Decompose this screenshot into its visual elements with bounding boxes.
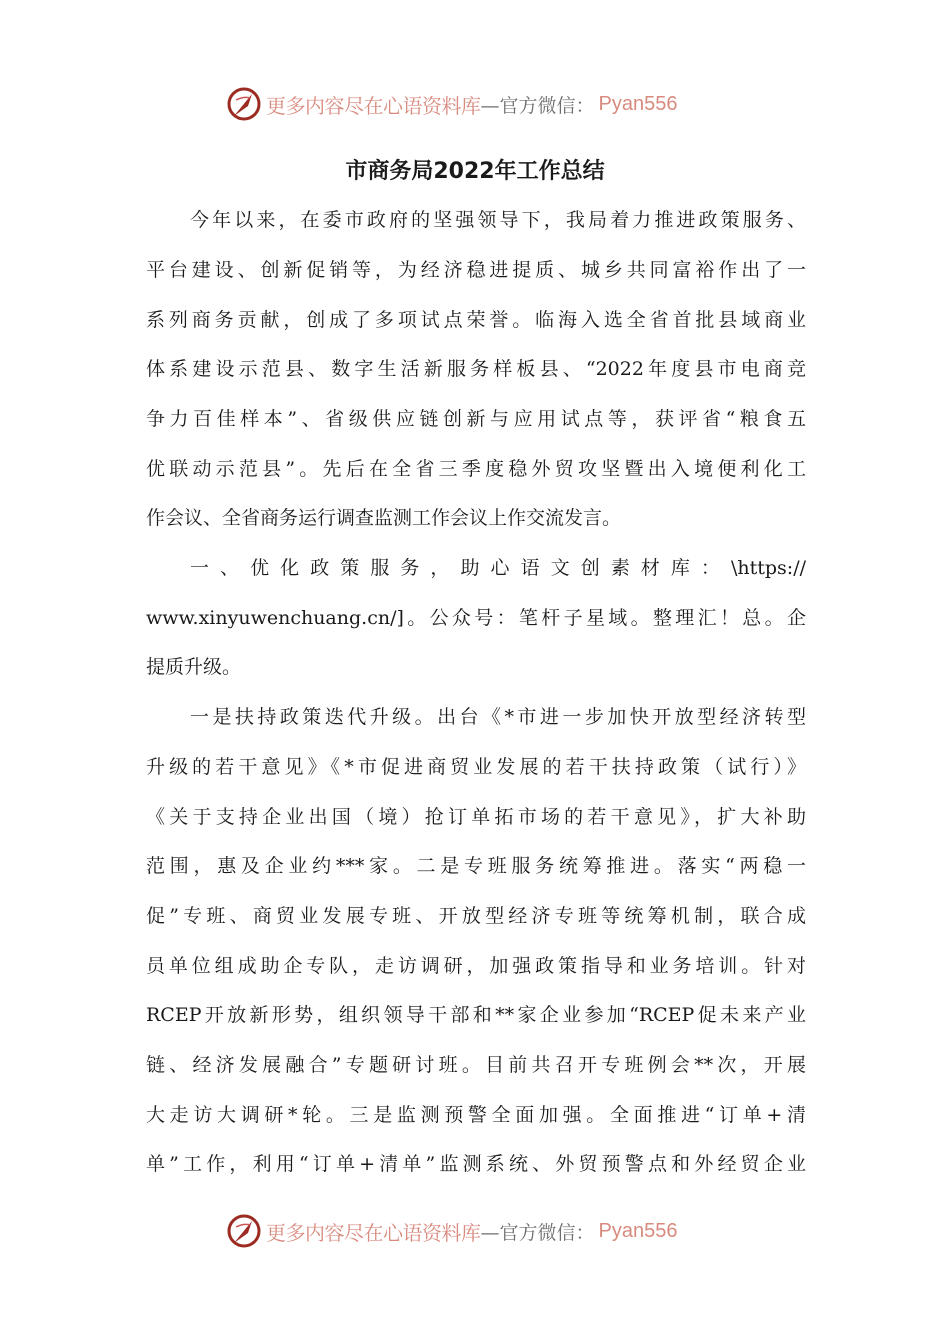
body-line: 提质升级。 <box>146 656 242 678</box>
body-line: 平台建设、创新促销等，为经济稳进提质、城乡共同富裕作出了一 <box>146 259 806 281</box>
body-line: 体系建设示范县、数字生活新服务样板县、“2022年度县市电商竞 <box>146 358 806 380</box>
body-line: 一是扶持政策迭代升级。出台《*市进一步加快开放型经济转型 <box>190 706 806 728</box>
banner-separator-text: —官方微信： <box>480 94 595 117</box>
body-line: 争力百佳样本”、省级供应链创新与应用试点等，获评省“粮食五 <box>146 408 806 430</box>
footer-watermark-banner <box>226 1211 726 1251</box>
body-line: 作会议、全省商务运行调查监测工作会议上作交流发言。 <box>146 507 622 529</box>
body-line: 优联动示范县”。先后在全省三季度稳外贸攻坚暨出入境便利化工 <box>146 458 806 480</box>
body-line: 升级的若干意见》《*市促进商贸业发展的若干扶持政策（试行）》 <box>146 756 806 778</box>
body-line: 系列商务贡献，创成了多项试点荣誉。临海入选全省首批县域商业 <box>146 309 806 331</box>
body-line: 促”专班、商贸业发展专班、开放型经济专班等统筹机制，联合成 <box>146 905 806 927</box>
body-line: 大走访大调研*轮。三是监测预警全面加强。全面推进“订单+清 <box>146 1104 806 1126</box>
banner-main-text: 更多内容尽在心语资料库 <box>266 1220 481 1245</box>
body-line: 员单位组成助企专队，走访调研，加强政策指导和业务培训。针对 <box>146 955 806 977</box>
document-title: 市商务局2022年工作总结 <box>345 159 605 184</box>
body-line: 单”工作，利用“订单+清单”监测系统、外贸预警点和外经贸企业 <box>146 1153 806 1175</box>
body-line: 今年以来，在委市政府的坚强领导下，我局着力推进政策服务、 <box>190 209 806 231</box>
body-line: 范围，惠及企业约***家。二是专班服务统筹推进。落实“两稳一 <box>146 855 806 877</box>
header-watermark-banner <box>226 84 726 124</box>
banner-main-text: 更多内容尽在心语资料库 <box>266 93 481 118</box>
banner-wechat-id: Pyan556 <box>598 1219 678 1242</box>
banner-wechat-id: Pyan556 <box>598 92 678 115</box>
body-line: 《关于支持企业出国（境）抢订单拓市场的若干意见》，扩大补助 <box>146 806 806 828</box>
section-heading-line: 一、优化政策服务，助心语文创素材库：\https:// <box>190 557 806 579</box>
banner-separator-text: —官方微信： <box>480 1221 595 1244</box>
body-line: www.xinyuwenchuang.cn/]。公众号：笔杆子星域。整理汇！总。企 <box>146 607 806 629</box>
body-line: 链、经济发展融合”专题研讨班。目前共召开专班例会**次，开展 <box>146 1054 806 1076</box>
quill-logo-icon <box>226 86 262 122</box>
quill-logo-icon <box>226 1213 262 1249</box>
body-line: RCEP开放新形势，组织领导干部和**家企业参加“RCEP促未来产业 <box>146 1004 806 1026</box>
